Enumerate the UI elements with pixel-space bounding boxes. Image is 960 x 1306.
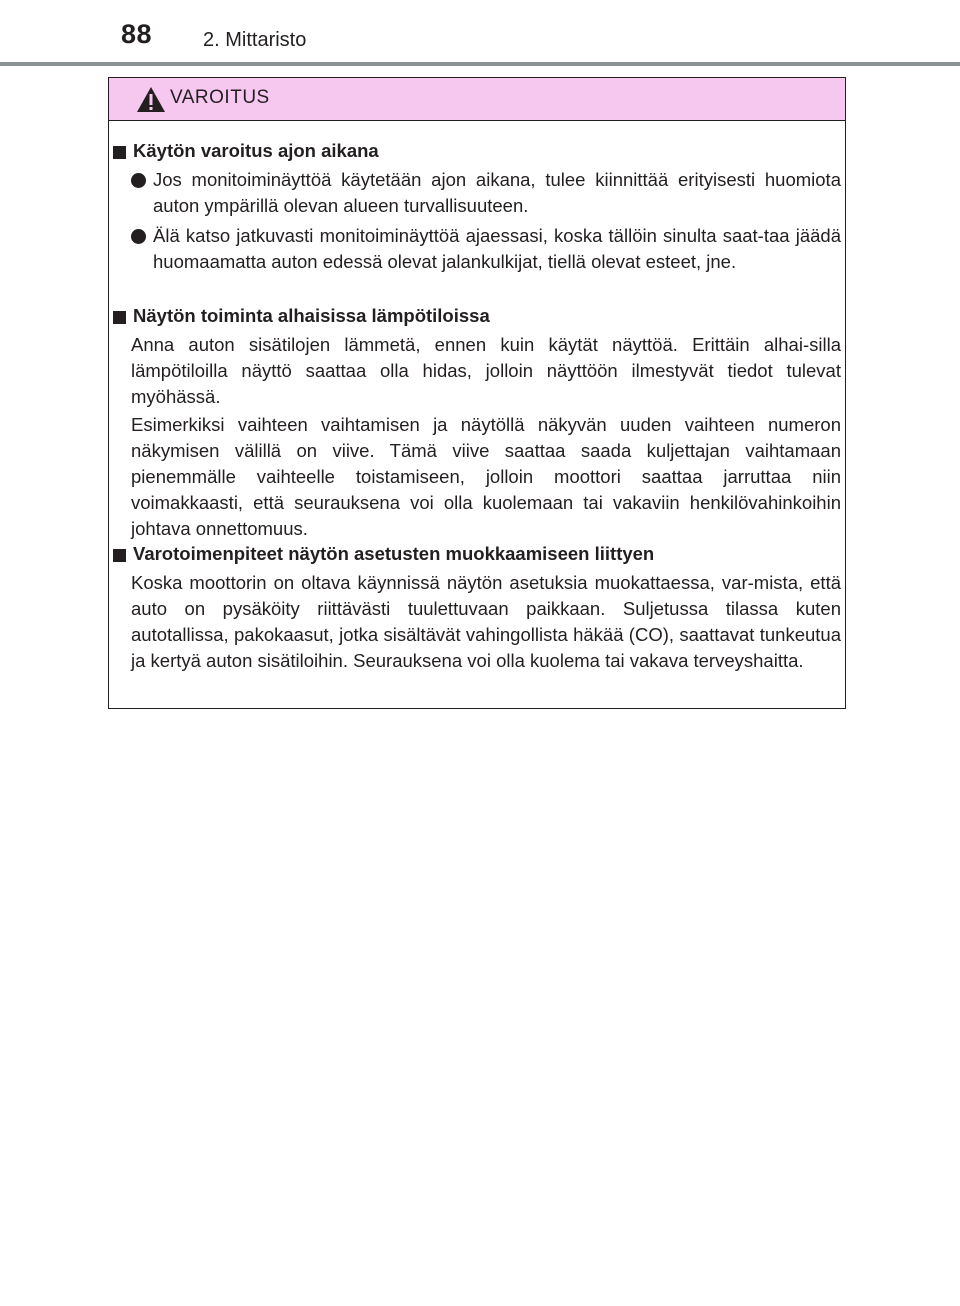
round-bullet-icon [131, 173, 146, 188]
bullet-item [131, 167, 841, 219]
paragraph [131, 570, 841, 674]
section-title: Varotoimenpiteet näytön asetusten muokkaamiseen liittyen [133, 543, 655, 564]
warning-triangle-icon [136, 86, 166, 113]
warning-header [109, 78, 845, 121]
warning-box [108, 77, 846, 709]
square-bullet-icon [113, 146, 126, 159]
bullet-text: Älä katso jatkuvasti monitoiminäyttöä ajaessasi, koska tällöin sinulta saat-taa jäädä huomaamatta auton edessä olevat jalankulkijat, tiellä olevat esteet, jne. [153, 225, 841, 272]
bullet-item [131, 223, 841, 275]
round-bullet-icon [131, 229, 146, 244]
paragraph [131, 332, 841, 410]
paragraph-text: Koska moottorin on oltava käynnissä näytön asetuksia muokattaessa, var-mista, että auto on pysäköity riittävästi tuulettuvaan paikkaan. Suljetussa tilassa kuten autotallissa, pakokaasut, jotka sisältävät vahingollista häkää (CO), saattavat tunkeutua ja kertyä auton sisätiloihin. Seurauksena voi olla kuolema tai vakava terveyshaitta. [131, 572, 841, 671]
warning-label: VAROITUS [170, 87, 270, 108]
square-bullet-icon [113, 311, 126, 324]
square-bullet-icon [113, 549, 126, 562]
page-number: 88 [121, 19, 153, 49]
chapter-title: 2. Mittaristo [203, 29, 307, 51]
paragraph-text: Esimerkiksi vaihteen vaihtamisen ja näytöllä näkyvän uuden vaihteen numeron näkymisen välillä on viive. Tämä viive saattaa saada kuljettajan vaihtamaan pienemmälle vaihteelle toistamiseen, jolloin moottori saattaa jarruttaa niin voimakkaasti, että seurauksena voi olla kuolemaan tai vakaviin henkilövahinkoihin johtava onnettomuus. [131, 414, 841, 539]
paragraph-text: Anna auton sisätilojen lämmetä, ennen kuin käytät näyttöä. Erittäin alhai-silla lämpötiloilla näyttö saattaa olla hidas, jolloin näyttöön ilmestyvät tiedot tulevat myöhässä. [131, 334, 841, 407]
bullet-text: Jos monitoiminäyttöä käytetään ajon aikana, tulee kiinnittää erityisesti huomiota auton ympärillä olevan alueen turvallisuuteen. [153, 169, 841, 216]
paragraph [131, 412, 841, 542]
section-title: Näytön toiminta alhaisissa lämpötiloissa [133, 305, 490, 326]
section-title: Käytön varoitus ajon aikana [133, 140, 379, 161]
header-rule [0, 62, 960, 66]
